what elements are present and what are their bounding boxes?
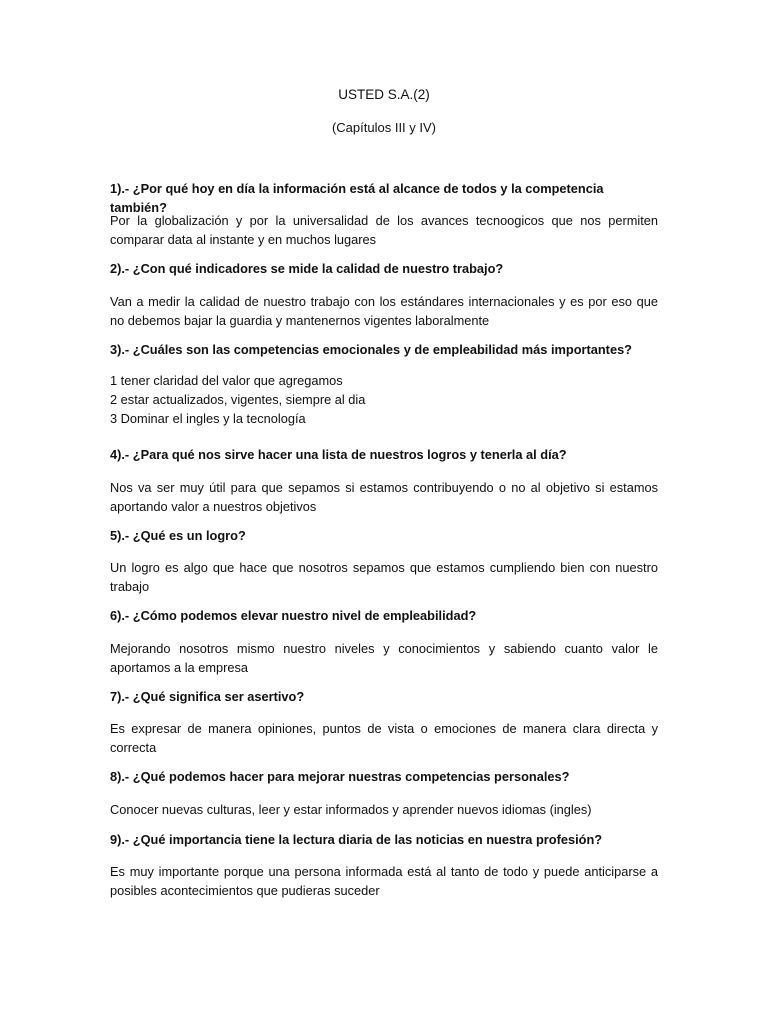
- question-9: 9).- ¿Qué importancia tiene la lectura diaria de las noticias en nuestra profesión?: [110, 832, 603, 847]
- answer-5: Un logro es algo que hace que nosotros sepamos que estamos cumpliendo bien con nuestro trabajo: [110, 560, 658, 594]
- answer-3-line-2: 2 estar actualizados, vigentes, siempre al dia: [110, 392, 366, 407]
- answer-1: Por la globalización y por la universalidad de los avances tecnoogicos que nos permiten comparar data al instante y en muchos lugares: [110, 213, 658, 247]
- question-3: 3).- ¿Cuáles son las competencias emocionales y de empleabilidad más importantes?: [110, 342, 632, 357]
- answer-9: Es muy importante porque una persona informada está al tanto de todo y puede anticiparse a posibles acontecimientos que pudieras suceder: [110, 864, 658, 898]
- question-8: 8).- ¿Qué podemos hacer para mejorar nuestras competencias personales?: [110, 769, 570, 784]
- document-subtitle: (Capítulos III y IV): [331, 120, 437, 135]
- answer-6: Mejorando nosotros mismo nuestro niveles y conocimientos y sabiendo cuanto valor le aportamos a la empresa: [110, 641, 658, 675]
- answer-8: Conocer nuevas culturas, leer y estar informados y aprender nuevos idiomas (ingles): [110, 802, 592, 817]
- question-1: 1).- ¿Por qué hoy en día la información está al alcance de todos y la competencia también?: [110, 181, 604, 215]
- question-2: 2).- ¿Con qué indicadores se mide la calidad de nuestro trabajo?: [110, 261, 504, 276]
- answer-4: Nos va ser muy útil para que sepamos si estamos contribuyendo o no al objetivo si estamos aportando valor a nuestros objetivos: [110, 480, 658, 514]
- answer-2: Van a medir la calidad de nuestro trabajo con los estándares internacionales y es por eso que no debemos bajar la guardia y mantenernos vigentes laboralmente: [110, 294, 658, 328]
- question-5: 5).- ¿Qué es un logro?: [110, 528, 246, 543]
- question-6: 6).- ¿Cómo podemos elevar nuestro nivel de empleabilidad?: [110, 608, 477, 623]
- answer-3-list: [110, 371, 658, 428]
- answer-3-line-1: 1 tener claridad del valor que agregamos: [110, 373, 343, 388]
- answer-7: Es expresar de manera opiniones, puntos de vista o emociones de manera clara directa y correcta: [110, 721, 658, 755]
- question-7: 7).- ¿Qué significa ser asertivo?: [110, 689, 305, 704]
- answer-3-line-3: 3 Dominar el ingles y la tecnología: [110, 411, 306, 426]
- question-4: 4).- ¿Para qué nos sirve hacer una lista de nuestros logros y tenerla al día?: [110, 447, 567, 462]
- document-title: USTED S.A.(2): [338, 87, 430, 102]
